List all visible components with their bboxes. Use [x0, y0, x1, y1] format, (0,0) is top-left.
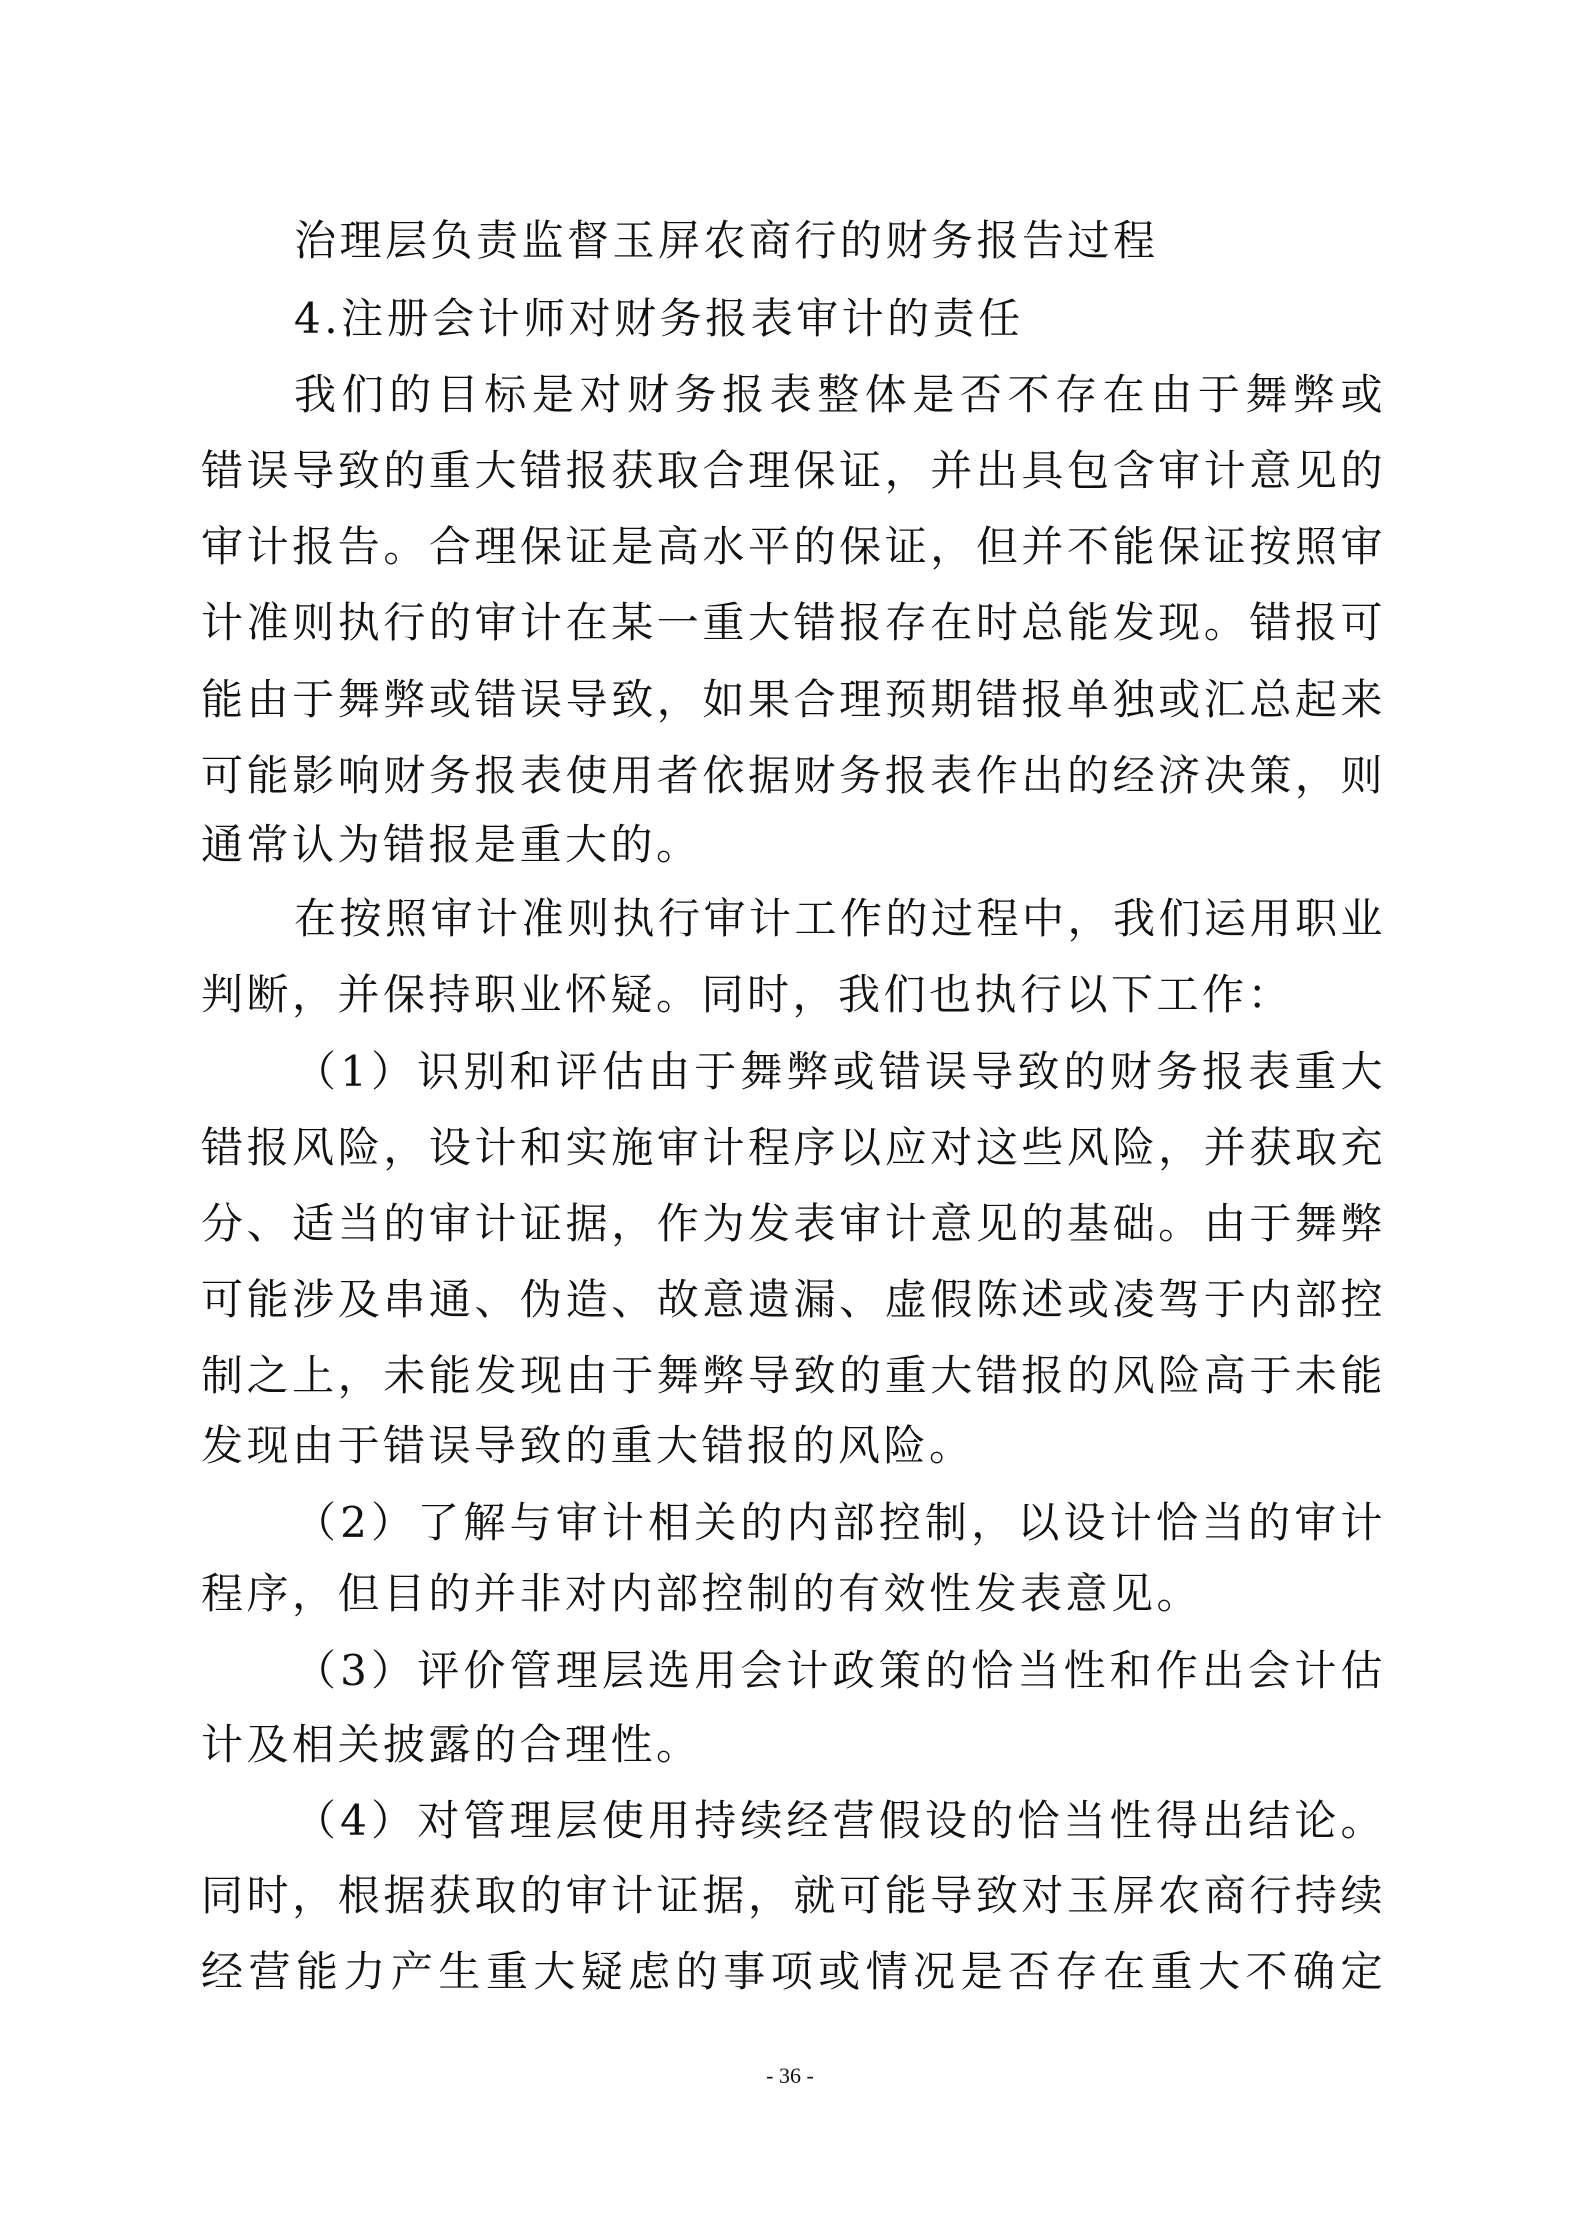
heading-line: 4.注册会计师对财务报表审计的责任 [294, 294, 1024, 343]
text-line: 审计报告。合理保证是高水平的保证，但并不能保证按照审 [201, 522, 1386, 571]
text-line: 制之上，未能发现由于舞弊导致的重大错报的风险高于未能 [201, 1351, 1386, 1400]
page-number: - 36 - [766, 2063, 814, 2088]
text-line: 治理层负责监督玉屏农商行的财务报告过程 [294, 216, 1159, 265]
text-line: 同时，根据获取的审计证据，就可能导致对玉屏农商行持续 [201, 1871, 1386, 1920]
text-line: 计准则执行的审计在某一重大错报存在时总能发现。错报可 [201, 598, 1386, 647]
text-line: （4）对管理层使用持续经营假设的恰当性得出结论。 [294, 1796, 1386, 1845]
text-line: 错报风险，设计和实施审计程序以应对这些风险，并获取充 [201, 1123, 1386, 1172]
text-line: 可能涉及串通、伪造、故意遗漏、虚假陈述或凌驾于内部控 [201, 1275, 1386, 1324]
text-line: 经营能力产生重大疑虑的事项或情况是否存在重大不确定 [201, 1947, 1386, 1996]
text-line: 判断，并保持职业怀疑。同时，我们也执行以下工作： [201, 970, 1294, 1019]
text-line: 通常认为错报是重大的。 [201, 820, 702, 869]
text-line: 可能影响财务报表使用者依据财务报表作出的经济决策，则 [201, 751, 1386, 800]
text-line: 计及相关披露的合理性。 [201, 1720, 702, 1769]
text-line: 能由于舞弊或错误导致，如果合理预期错报单独或汇总起来 [201, 675, 1386, 724]
text-line: 在按照审计准则执行审计工作的过程中，我们运用职业 [294, 894, 1387, 943]
text-line: 程序，但目的并非对内部控制的有效性发表意见。 [201, 1569, 1203, 1618]
text-line: （3）评价管理层选用会计政策的恰当性和作出会计估 [294, 1646, 1386, 1695]
text-line: 发现由于错误导致的重大错报的风险。 [201, 1421, 975, 1470]
text-line: （2）了解与审计相关的内部控制，以设计恰当的审计 [294, 1498, 1386, 1547]
text-line: 我们的目标是对财务报表整体是否不存在由于舞弊或 [294, 370, 1386, 419]
text-line: （1）识别和评估由于舞弊或错误导致的财务报表重大 [294, 1047, 1386, 1096]
text-line: 错误导致的重大错报获取合理保证，并出具包含审计意见的 [201, 446, 1386, 495]
text-line: 分、适当的审计证据，作为发表审计意见的基础。由于舞弊 [201, 1199, 1386, 1248]
